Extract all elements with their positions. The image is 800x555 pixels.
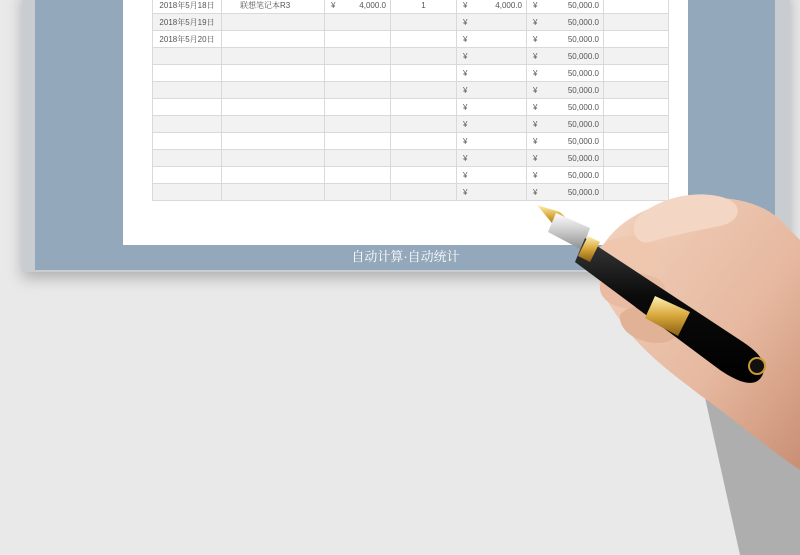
currency-symbol: ¥ <box>463 136 468 146</box>
currency-symbol: ¥ <box>463 34 468 44</box>
balance-cell-value: 50,000.0 <box>567 17 599 27</box>
currency-symbol: ¥ <box>533 0 538 10</box>
currency-symbol: ¥ <box>533 136 538 146</box>
balance-cell-value: 50,000.0 <box>567 51 599 61</box>
currency-symbol: ¥ <box>533 187 538 197</box>
currency-symbol: ¥ <box>533 51 538 61</box>
currency-symbol: ¥ <box>533 17 538 27</box>
date-cell[interactable]: 2018年5月19日 <box>153 14 222 31</box>
currency-symbol: ¥ <box>533 119 538 129</box>
balance-cell-value: 50,000.0 <box>567 119 599 129</box>
currency-symbol: ¥ <box>463 51 468 61</box>
balance-cell-value: 50,000.0 <box>567 170 599 180</box>
currency-symbol: ¥ <box>463 17 468 27</box>
balance-cell-value: 50,000.0 <box>567 153 599 163</box>
balance-cell-value: 50,000.0 <box>567 0 599 10</box>
balance-cell-value: 50,000.0 <box>567 85 599 95</box>
currency-symbol: ¥ <box>533 68 538 78</box>
caption-text: 自动计算·自动统计 <box>351 249 460 264</box>
currency-symbol: ¥ <box>331 0 336 10</box>
currency-symbol: ¥ <box>463 187 468 197</box>
balance-cell-value: 50,000.0 <box>567 34 599 44</box>
currency-symbol: ¥ <box>533 34 538 44</box>
item-cell[interactable]: 联想笔记本R3 <box>222 0 325 14</box>
balance-cell-value: 50,000.0 <box>567 68 599 78</box>
unit-price-cell-value: 4,000.0 <box>359 0 386 10</box>
currency-symbol: ¥ <box>533 102 538 112</box>
currency-symbol: ¥ <box>463 0 468 10</box>
currency-symbol: ¥ <box>533 85 538 95</box>
currency-symbol: ¥ <box>463 153 468 163</box>
balance-cell-value: 50,000.0 <box>567 136 599 146</box>
quantity-cell[interactable]: 1 <box>391 0 457 14</box>
currency-symbol: ¥ <box>463 119 468 129</box>
currency-symbol: ¥ <box>463 170 468 180</box>
date-cell[interactable]: 2018年5月18日 <box>153 0 222 14</box>
balance-cell-value: 50,000.0 <box>567 102 599 112</box>
currency-symbol: ¥ <box>463 68 468 78</box>
amount-cell-value: 4,000.0 <box>495 0 522 10</box>
currency-symbol: ¥ <box>533 170 538 180</box>
date-cell[interactable]: 2018年5月20日 <box>153 31 222 48</box>
currency-symbol: ¥ <box>533 153 538 163</box>
currency-symbol: ¥ <box>463 102 468 112</box>
balance-cell-value: 50,000.0 <box>567 187 599 197</box>
currency-symbol: ¥ <box>463 85 468 95</box>
